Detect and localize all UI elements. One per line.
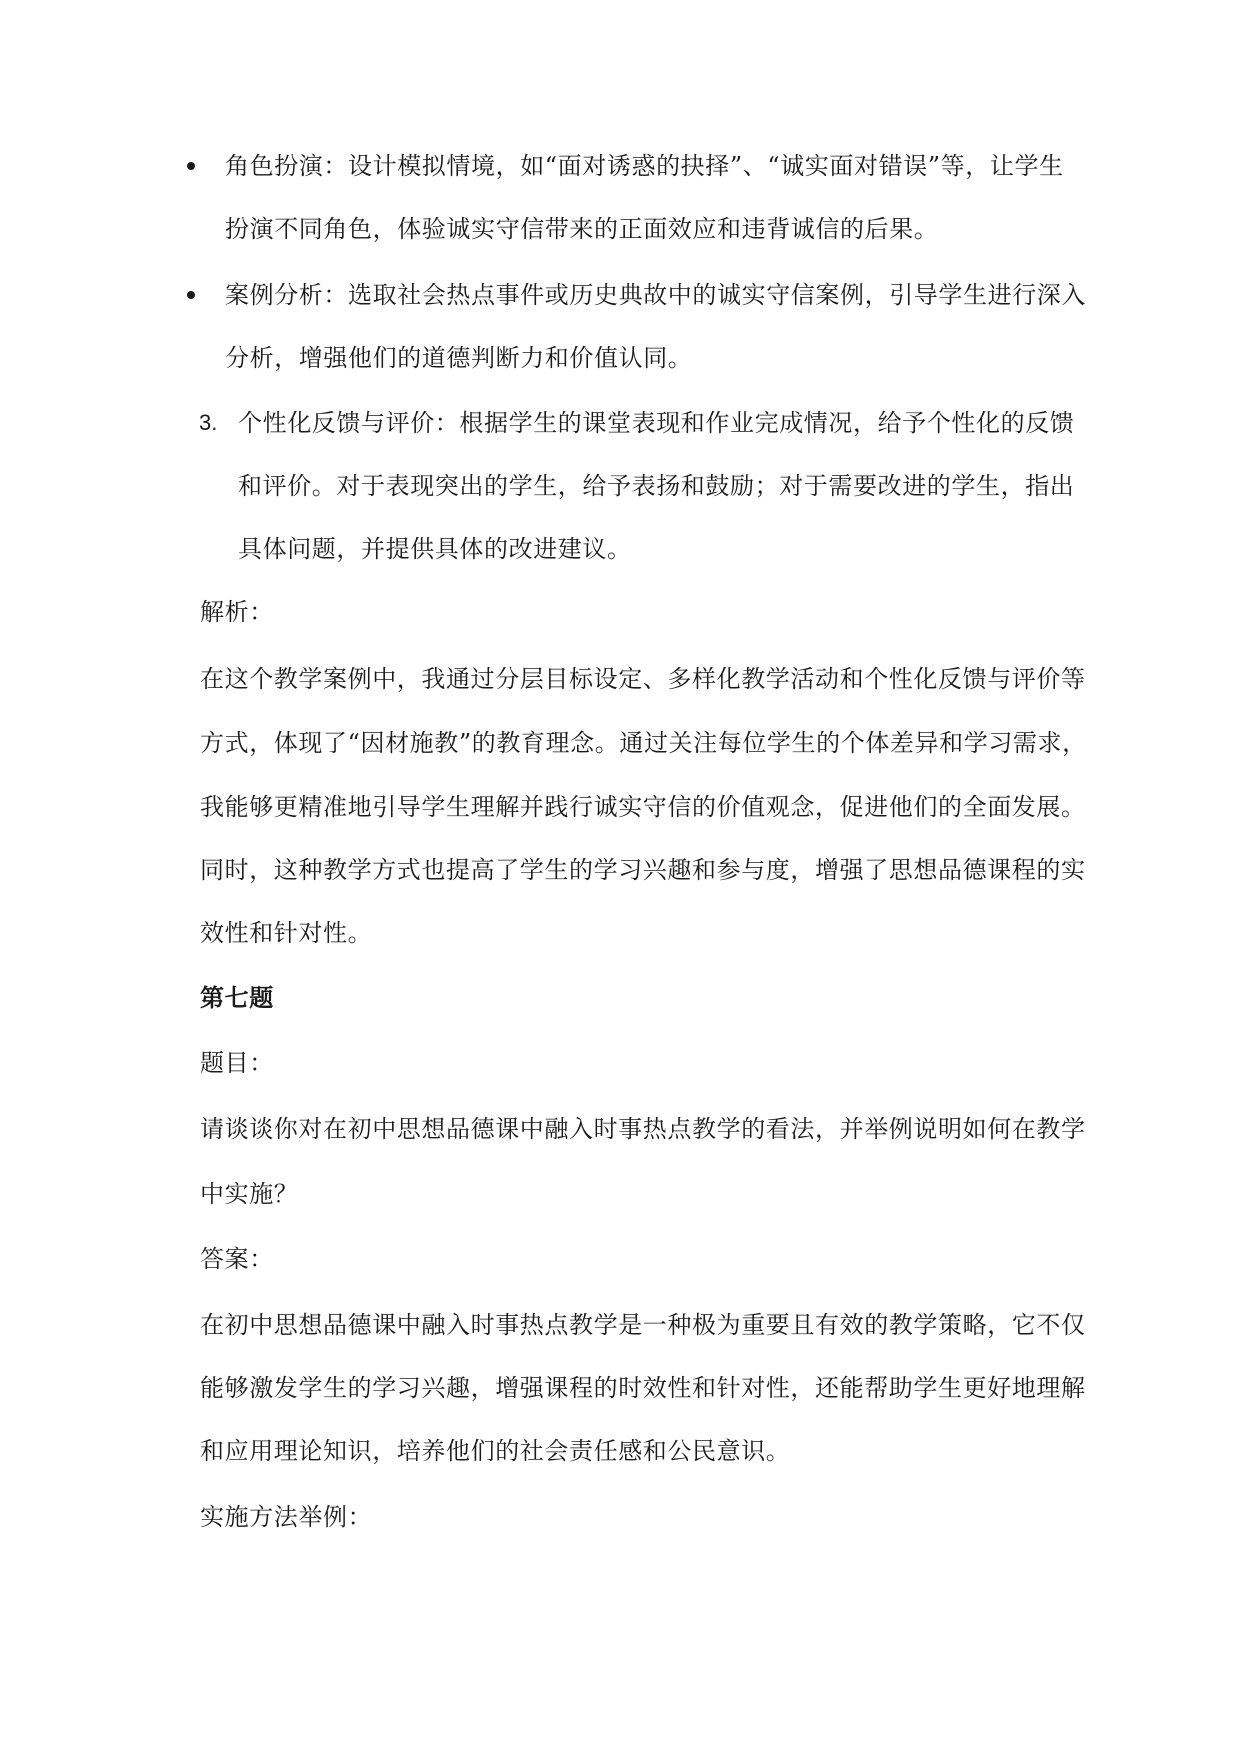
analysis-line5: 效性和针对性。 <box>200 919 373 947</box>
answer-line1: 在初中思想品德课中融入时事热点教学是一种极为重要且有效的教学策略，它不仅 <box>200 1311 1086 1339</box>
bullet-dot-icon <box>187 162 195 170</box>
analysis-line1: 在这个教学案例中，我通过分层目标设定、多样化教学活动和个性化反馈与评价等 <box>200 665 1086 693</box>
section-heading: 第七题 <box>200 983 274 1012</box>
item3-line3: 具体问题，并提供具体的改进建议。 <box>238 535 632 563</box>
topic-label: 题目： <box>200 1049 274 1077</box>
bullet2-line2: 分析，增强他们的道德判断力和价值认同。 <box>225 344 693 372</box>
answer-line3: 和应用理论知识，培养他们的社会责任感和公民意识。 <box>200 1437 791 1465</box>
bullet2-line1: 案例分析：选取社会热点事件或历史典故中的诚实守信案例，引导学生进行深入 <box>225 281 1086 309</box>
analysis-line3: 我能够更精准地引导学生理解并践行诚实守信的价值观念，促进他们的全面发展。 <box>200 793 1086 821</box>
methods-label: 实施方法举例： <box>200 1503 373 1531</box>
analysis-label: 解析： <box>200 598 274 626</box>
bullet1-line2: 扮演不同角色，体验诚实守信带来的正面效应和违背诚信的后果。 <box>225 215 939 243</box>
list-item-number: 3. <box>199 410 218 435</box>
answer-line2: 能够激发学生的学习兴趣，增强课程的时效性和针对性，还能帮助学生更好地理解 <box>200 1374 1086 1402</box>
bullet-dot-icon <box>187 291 195 299</box>
analysis-line4: 同时，这种教学方式也提高了学生的学习兴趣和参与度，增强了思想品德课程的实 <box>200 856 1086 884</box>
answer-label: 答案： <box>200 1245 274 1273</box>
topic-line1: 请谈谈你对在初中思想品德课中融入时事热点教学的看法，并举例说明如何在教学 <box>200 1115 1086 1143</box>
topic-line2: 中实施？ <box>200 1180 299 1208</box>
analysis-line2: 方式，体现了“因材施教”的教育理念。通过关注每位学生的个体差异和学习需求， <box>200 729 1087 757</box>
item3-line1: 个性化反馈与评价：根据学生的课堂表现和作业完成情况，给予个性化的反馈 <box>238 409 1075 437</box>
bullet1-line1: 角色扮演：设计模拟情境，如“面对诱惑的抉择”、“诚实面对错误”等，让学生 <box>225 152 1064 180</box>
item3-line2: 和评价。对于表现突出的学生，给予表扬和鼓励；对于需要改进的学生，指出 <box>238 472 1075 500</box>
